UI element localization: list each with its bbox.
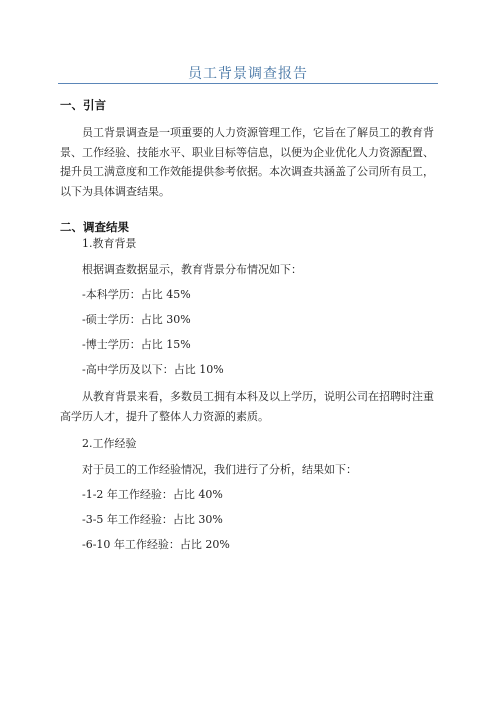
education-list xyxy=(82,286,224,386)
education-intro: 根据调查数据显示，教育背景分布情况如下： xyxy=(82,263,302,276)
experience-intro: 对于员工的工作经验情况，我们进行了分析，结果如下： xyxy=(82,463,357,476)
list-item: -3-5 年工作经验：占比 30% xyxy=(82,513,223,526)
subsection-heading-education: 1.教育背景 xyxy=(82,237,137,250)
list-item: -博士学历：占比 15% xyxy=(82,338,191,351)
list-item: -6-10 年工作经验：占比 20% xyxy=(82,538,230,551)
list-item: -本科学历：占比 45% xyxy=(82,288,191,301)
subsection-heading-experience: 2.工作经验 xyxy=(82,437,137,450)
title-divider xyxy=(58,83,438,84)
section-heading-results: 二、调查结果 xyxy=(60,220,129,234)
section-heading-introduction: 一、引言 xyxy=(60,98,106,112)
list-item: -高中学历及以下：占比 10% xyxy=(82,363,224,376)
experience-list xyxy=(82,486,230,561)
introduction-paragraph: 员工背景调查是一项重要的人力资源管理工作，它旨在了解员工的教育背景、工作经验、技能水平、职业目标等信息，以便为企业优化人力资源配置、提升员工满意度和工作效能提供参考依据。本次调查共涵盖了公司所有员工，以下为具体调查结果。 xyxy=(60,126,434,198)
education-conclusion: 从教育背景来看，多数员工拥有本科及以上学历，说明公司在招聘时注重高学历人才，提升了整体人力资源的素质。 xyxy=(60,390,434,423)
document-title: 员工背景调查报告 xyxy=(188,66,308,82)
list-item: -硕士学历：占比 30% xyxy=(82,313,191,326)
list-item: -1-2 年工作经验：占比 40% xyxy=(82,488,223,501)
